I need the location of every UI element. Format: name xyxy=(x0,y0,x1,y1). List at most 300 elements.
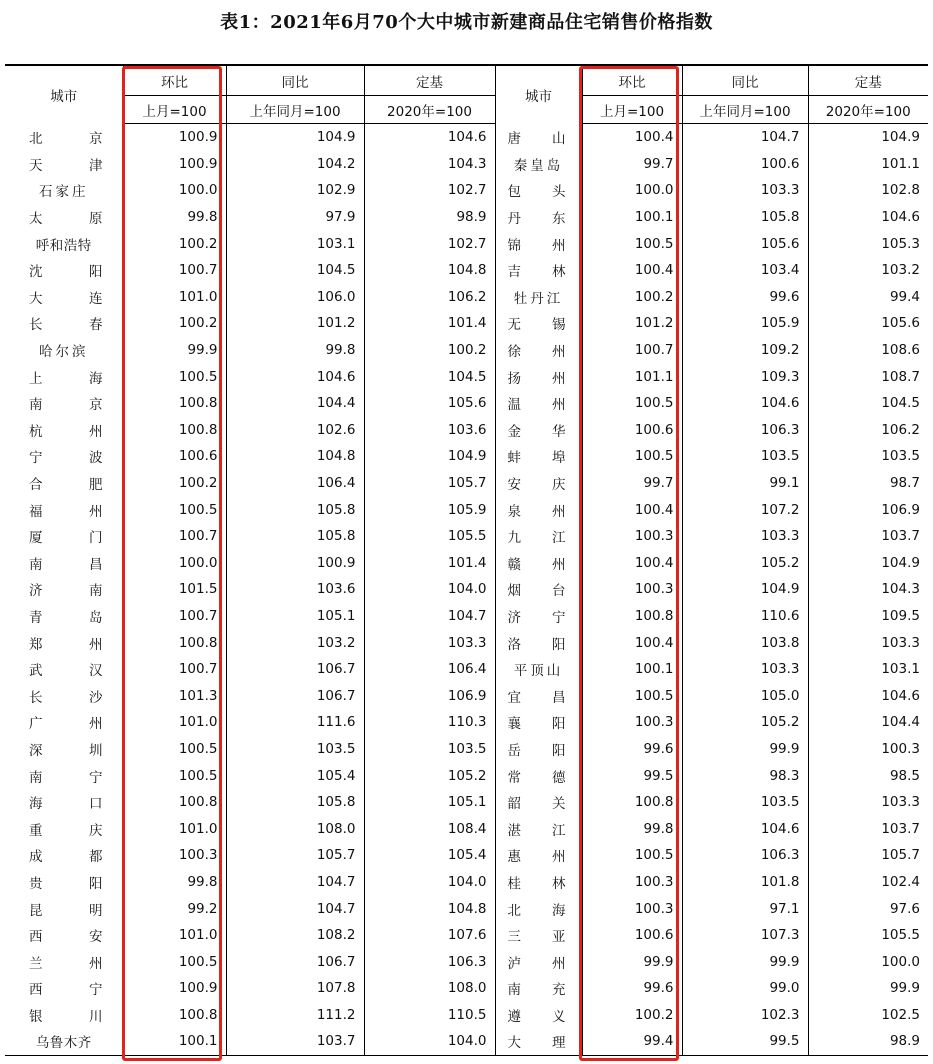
yoy-cell-right: 99.0 xyxy=(682,975,808,1002)
city-name: 平顶山 xyxy=(513,663,564,680)
mom-cell-right: 99.6 xyxy=(582,736,682,763)
header-yoy-left: 同比 xyxy=(226,65,364,96)
city-cell-right xyxy=(495,682,582,709)
base-cell-left: 106.4 xyxy=(364,656,495,683)
mom-cell-right: 100.5 xyxy=(582,443,682,470)
city-cell-right xyxy=(495,709,582,736)
mom-cell-left: 100.9 xyxy=(123,975,226,1002)
city-name: 徐 州 xyxy=(507,344,566,361)
city-cell-left xyxy=(5,230,123,257)
city-cell-left xyxy=(5,496,123,523)
city-name: 遵 义 xyxy=(507,1008,566,1025)
mom-cell-left: 100.5 xyxy=(123,762,226,789)
table-row xyxy=(5,656,928,683)
header-city-left: 城市 xyxy=(5,65,123,124)
city-cell-left xyxy=(5,1002,123,1029)
base-cell-left: 106.2 xyxy=(364,284,495,311)
city-name: 包 头 xyxy=(507,184,566,201)
city-name: 北 京 xyxy=(29,131,103,148)
header-city-right: 城市 xyxy=(495,65,582,124)
base-cell-left: 106.3 xyxy=(364,948,495,975)
base-cell-right: 109.5 xyxy=(808,603,928,630)
city-name: 唐 山 xyxy=(507,131,566,148)
mom-cell-right: 100.5 xyxy=(582,682,682,709)
city-cell-right xyxy=(495,204,582,231)
city-cell-right xyxy=(495,284,582,311)
city-cell-right xyxy=(495,124,582,151)
mom-cell-left: 100.8 xyxy=(123,629,226,656)
base-cell-left: 102.7 xyxy=(364,177,495,204)
yoy-cell-left: 102.6 xyxy=(226,417,364,444)
mom-cell-right: 100.1 xyxy=(582,656,682,683)
base-cell-right: 98.9 xyxy=(808,1028,928,1055)
mom-cell-right: 100.5 xyxy=(582,842,682,869)
table-row xyxy=(5,895,928,922)
mom-cell-right: 100.1 xyxy=(582,204,682,231)
yoy-cell-right: 109.2 xyxy=(682,337,808,364)
yoy-cell-right: 99.6 xyxy=(682,284,808,311)
table-row xyxy=(5,1028,928,1055)
mom-cell-left: 100.1 xyxy=(123,1028,226,1055)
yoy-cell-right: 105.9 xyxy=(682,310,808,337)
mom-cell-left: 100.8 xyxy=(123,390,226,417)
city-cell-right xyxy=(495,576,582,603)
city-cell-left xyxy=(5,948,123,975)
base-cell-left: 106.9 xyxy=(364,682,495,709)
base-cell-left: 107.6 xyxy=(364,922,495,949)
city-name: 蚌 埠 xyxy=(507,450,566,467)
mom-cell-left: 99.8 xyxy=(123,204,226,231)
yoy-cell-right: 106.3 xyxy=(682,417,808,444)
base-cell-right: 105.7 xyxy=(808,842,928,869)
base-cell-left: 104.6 xyxy=(364,124,495,151)
yoy-cell-right: 105.2 xyxy=(682,550,808,577)
city-name: 岳 阳 xyxy=(507,742,566,759)
city-cell-right xyxy=(495,390,582,417)
base-cell-right: 104.9 xyxy=(808,124,928,151)
mom-cell-left: 100.2 xyxy=(123,310,226,337)
yoy-cell-left: 103.2 xyxy=(226,629,364,656)
city-name: 西 安 xyxy=(29,929,103,946)
mom-cell-left: 100.6 xyxy=(123,443,226,470)
yoy-cell-left: 108.0 xyxy=(226,815,364,842)
city-cell-left xyxy=(5,337,123,364)
subheader-base-right: 2020年=100 xyxy=(808,96,928,124)
mom-cell-left: 100.7 xyxy=(123,523,226,550)
mom-cell-left: 100.9 xyxy=(123,151,226,178)
mom-cell-left: 101.0 xyxy=(123,815,226,842)
city-cell-left xyxy=(5,257,123,284)
city-name: 湛 江 xyxy=(507,822,566,839)
base-cell-right: 102.4 xyxy=(808,869,928,896)
city-cell-right xyxy=(495,417,582,444)
city-name: 成 都 xyxy=(29,849,103,866)
yoy-cell-right: 105.6 xyxy=(682,230,808,257)
city-name: 合 肥 xyxy=(29,477,103,494)
mom-cell-left: 100.5 xyxy=(123,363,226,390)
yoy-cell-right: 99.9 xyxy=(682,736,808,763)
city-name: 石家庄 xyxy=(39,184,89,201)
yoy-cell-right: 105.2 xyxy=(682,709,808,736)
mom-cell-left: 100.8 xyxy=(123,789,226,816)
city-name: 哈尔滨 xyxy=(39,344,89,361)
yoy-cell-right: 104.6 xyxy=(682,815,808,842)
yoy-cell-right: 99.9 xyxy=(682,948,808,975)
yoy-cell-left: 104.2 xyxy=(226,151,364,178)
mom-cell-right: 99.6 xyxy=(582,975,682,1002)
city-name: 牡丹江 xyxy=(513,290,564,307)
yoy-cell-right: 104.7 xyxy=(682,124,808,151)
city-cell-left xyxy=(5,204,123,231)
city-name: 济 南 xyxy=(29,583,103,600)
yoy-cell-right: 107.3 xyxy=(682,922,808,949)
table-row xyxy=(5,842,928,869)
yoy-cell-right: 103.5 xyxy=(682,789,808,816)
yoy-cell-left: 105.4 xyxy=(226,762,364,789)
base-cell-left: 104.7 xyxy=(364,603,495,630)
yoy-cell-left: 106.0 xyxy=(226,284,364,311)
city-cell-right xyxy=(495,363,582,390)
city-cell-right xyxy=(495,762,582,789)
yoy-cell-left: 111.2 xyxy=(226,1002,364,1029)
city-cell-left xyxy=(5,390,123,417)
yoy-cell-right: 104.6 xyxy=(682,390,808,417)
yoy-cell-right: 97.1 xyxy=(682,895,808,922)
base-cell-left: 103.6 xyxy=(364,417,495,444)
city-name: 南 昌 xyxy=(29,556,103,573)
city-cell-left xyxy=(5,310,123,337)
city-name: 九 江 xyxy=(507,530,566,547)
city-name: 昆 明 xyxy=(29,902,103,919)
yoy-cell-left: 106.7 xyxy=(226,682,364,709)
subheader-base-left: 2020年=100 xyxy=(364,96,495,124)
yoy-cell-left: 106.7 xyxy=(226,948,364,975)
table-row xyxy=(5,151,928,178)
mom-cell-right: 100.5 xyxy=(582,230,682,257)
city-cell-left xyxy=(5,895,123,922)
yoy-cell-right: 105.0 xyxy=(682,682,808,709)
base-cell-right: 105.3 xyxy=(808,230,928,257)
table-row xyxy=(5,310,928,337)
yoy-cell-left: 104.7 xyxy=(226,895,364,922)
base-cell-right: 102.8 xyxy=(808,177,928,204)
city-name: 福 州 xyxy=(29,503,103,520)
city-cell-left xyxy=(5,443,123,470)
yoy-cell-left: 103.7 xyxy=(226,1028,364,1055)
yoy-cell-right: 105.8 xyxy=(682,204,808,231)
city-name: 泉 州 xyxy=(507,503,566,520)
mom-cell-left: 100.9 xyxy=(123,124,226,151)
mom-cell-right: 100.4 xyxy=(582,629,682,656)
mom-cell-left: 101.0 xyxy=(123,922,226,949)
table-row xyxy=(5,1002,928,1029)
city-name: 重 庆 xyxy=(29,822,103,839)
base-cell-left: 104.9 xyxy=(364,443,495,470)
city-name: 宜 昌 xyxy=(507,689,566,706)
yoy-cell-right: 99.5 xyxy=(682,1028,808,1055)
base-cell-left: 108.4 xyxy=(364,815,495,842)
city-cell-right xyxy=(495,523,582,550)
city-cell-left xyxy=(5,789,123,816)
table-row xyxy=(5,257,928,284)
mom-cell-right: 100.0 xyxy=(582,177,682,204)
base-cell-right: 103.2 xyxy=(808,257,928,284)
base-cell-left: 101.4 xyxy=(364,550,495,577)
city-cell-left xyxy=(5,815,123,842)
city-cell-right xyxy=(495,869,582,896)
yoy-cell-right: 103.5 xyxy=(682,443,808,470)
base-cell-left: 105.5 xyxy=(364,523,495,550)
mom-cell-right: 100.4 xyxy=(582,496,682,523)
table-row xyxy=(5,337,928,364)
table-row xyxy=(5,284,928,311)
mom-cell-left: 100.0 xyxy=(123,177,226,204)
yoy-cell-right: 103.4 xyxy=(682,257,808,284)
yoy-cell-left: 108.2 xyxy=(226,922,364,949)
city-cell-right xyxy=(495,948,582,975)
base-cell-right: 102.5 xyxy=(808,1002,928,1029)
city-name: 济 宁 xyxy=(507,609,566,626)
yoy-cell-left: 104.9 xyxy=(226,124,364,151)
mom-cell-left: 100.5 xyxy=(123,736,226,763)
mom-cell-right: 100.2 xyxy=(582,284,682,311)
mom-cell-right: 101.2 xyxy=(582,310,682,337)
city-cell-right xyxy=(495,230,582,257)
header-yoy-right: 同比 xyxy=(682,65,808,96)
base-cell-left: 101.4 xyxy=(364,310,495,337)
city-name: 厦 门 xyxy=(29,530,103,547)
base-cell-right: 97.6 xyxy=(808,895,928,922)
city-name: 南 京 xyxy=(29,397,103,414)
city-cell-left xyxy=(5,550,123,577)
yoy-cell-left: 104.6 xyxy=(226,363,364,390)
yoy-cell-left: 111.6 xyxy=(226,709,364,736)
base-cell-right: 104.5 xyxy=(808,390,928,417)
base-cell-right: 106.9 xyxy=(808,496,928,523)
city-name: 韶 关 xyxy=(507,796,566,813)
subheader-mom-left: 上月=100 xyxy=(123,96,226,124)
mom-cell-right: 100.8 xyxy=(582,789,682,816)
table-row xyxy=(5,204,928,231)
city-cell-left xyxy=(5,842,123,869)
base-cell-right: 99.4 xyxy=(808,284,928,311)
header-mom-right: 环比 xyxy=(582,65,682,96)
mom-cell-left: 99.8 xyxy=(123,869,226,896)
base-cell-right: 101.1 xyxy=(808,151,928,178)
yoy-cell-right: 101.8 xyxy=(682,869,808,896)
mom-cell-right: 100.3 xyxy=(582,576,682,603)
table-row xyxy=(5,230,928,257)
mom-cell-right: 99.5 xyxy=(582,762,682,789)
mom-cell-left: 101.3 xyxy=(123,682,226,709)
city-cell-left xyxy=(5,523,123,550)
base-cell-left: 105.1 xyxy=(364,789,495,816)
table-row xyxy=(5,922,928,949)
city-cell-left xyxy=(5,709,123,736)
mom-cell-left: 100.7 xyxy=(123,656,226,683)
city-name: 温 州 xyxy=(507,397,566,414)
city-name: 赣 州 xyxy=(507,556,566,573)
mom-cell-right: 100.7 xyxy=(582,337,682,364)
city-name: 惠 州 xyxy=(507,849,566,866)
base-cell-left: 103.5 xyxy=(364,736,495,763)
city-cell-left xyxy=(5,975,123,1002)
mom-cell-right: 100.8 xyxy=(582,603,682,630)
city-name: 泸 州 xyxy=(507,955,566,972)
yoy-cell-right: 98.3 xyxy=(682,762,808,789)
mom-cell-right: 100.3 xyxy=(582,869,682,896)
mom-cell-right: 100.6 xyxy=(582,922,682,949)
base-cell-right: 108.6 xyxy=(808,337,928,364)
mom-cell-left: 99.2 xyxy=(123,895,226,922)
mom-cell-right: 100.3 xyxy=(582,709,682,736)
base-cell-left: 105.4 xyxy=(364,842,495,869)
city-name: 青 岛 xyxy=(29,609,103,626)
city-name: 南 宁 xyxy=(29,769,103,786)
base-cell-left: 108.0 xyxy=(364,975,495,1002)
yoy-cell-right: 103.3 xyxy=(682,523,808,550)
yoy-cell-right: 109.3 xyxy=(682,363,808,390)
base-cell-right: 104.4 xyxy=(808,709,928,736)
city-name: 三 亚 xyxy=(507,929,566,946)
mom-cell-right: 99.7 xyxy=(582,151,682,178)
mom-cell-left: 100.7 xyxy=(123,257,226,284)
city-name: 大 理 xyxy=(507,1035,566,1052)
table-row xyxy=(5,363,928,390)
mom-cell-left: 100.2 xyxy=(123,230,226,257)
subheader-mom-right: 上月=100 xyxy=(582,96,682,124)
table-row xyxy=(5,629,928,656)
base-cell-right: 103.5 xyxy=(808,443,928,470)
city-name: 沈 阳 xyxy=(29,264,103,281)
mom-cell-left: 100.7 xyxy=(123,603,226,630)
city-cell-right xyxy=(495,177,582,204)
city-cell-right xyxy=(495,550,582,577)
base-cell-left: 98.9 xyxy=(364,204,495,231)
yoy-cell-left: 104.8 xyxy=(226,443,364,470)
city-cell-right xyxy=(495,257,582,284)
city-name: 襄 阳 xyxy=(507,716,566,733)
city-cell-left xyxy=(5,576,123,603)
yoy-cell-right: 103.3 xyxy=(682,656,808,683)
yoy-cell-right: 99.1 xyxy=(682,470,808,497)
city-cell-left xyxy=(5,922,123,949)
price-index-table xyxy=(5,64,928,1056)
yoy-cell-left: 106.4 xyxy=(226,470,364,497)
city-cell-right xyxy=(495,1002,582,1029)
mom-cell-right: 100.4 xyxy=(582,550,682,577)
table-row xyxy=(5,736,928,763)
city-cell-right xyxy=(495,975,582,1002)
mom-cell-right: 99.9 xyxy=(582,948,682,975)
base-cell-left: 103.3 xyxy=(364,629,495,656)
city-cell-right xyxy=(495,603,582,630)
city-name: 烟 台 xyxy=(507,583,566,600)
city-cell-right xyxy=(495,470,582,497)
city-cell-right xyxy=(495,922,582,949)
yoy-cell-right: 103.3 xyxy=(682,177,808,204)
mom-cell-left: 99.9 xyxy=(123,337,226,364)
city-cell-right xyxy=(495,789,582,816)
city-cell-right xyxy=(495,496,582,523)
table-row xyxy=(5,948,928,975)
base-cell-left: 104.8 xyxy=(364,257,495,284)
city-cell-right xyxy=(495,842,582,869)
base-cell-left: 104.8 xyxy=(364,895,495,922)
city-name: 西 宁 xyxy=(29,982,103,999)
mom-cell-right: 99.7 xyxy=(582,470,682,497)
yoy-cell-left: 100.9 xyxy=(226,550,364,577)
mom-cell-left: 100.8 xyxy=(123,417,226,444)
mom-cell-right: 100.4 xyxy=(582,124,682,151)
city-name: 金 华 xyxy=(507,423,566,440)
mom-cell-right: 100.3 xyxy=(582,895,682,922)
base-cell-right: 104.6 xyxy=(808,682,928,709)
base-cell-right: 103.3 xyxy=(808,629,928,656)
yoy-cell-left: 103.1 xyxy=(226,230,364,257)
yoy-cell-left: 102.9 xyxy=(226,177,364,204)
table-row xyxy=(5,443,928,470)
yoy-cell-left: 103.6 xyxy=(226,576,364,603)
city-name: 桂 林 xyxy=(507,875,566,892)
table-row xyxy=(5,762,928,789)
table-row xyxy=(5,682,928,709)
city-name: 银 川 xyxy=(29,1008,103,1025)
city-name: 郑 州 xyxy=(29,636,103,653)
city-name: 兰 州 xyxy=(29,955,103,972)
mom-cell-right: 100.3 xyxy=(582,523,682,550)
base-cell-right: 98.7 xyxy=(808,470,928,497)
base-cell-right: 103.1 xyxy=(808,656,928,683)
mom-cell-right: 100.2 xyxy=(582,1002,682,1029)
city-name: 上 海 xyxy=(29,370,103,387)
base-cell-right: 103.3 xyxy=(808,789,928,816)
yoy-cell-left: 105.7 xyxy=(226,842,364,869)
city-name: 海 口 xyxy=(29,796,103,813)
yoy-cell-left: 99.8 xyxy=(226,337,364,364)
base-cell-left: 105.6 xyxy=(364,390,495,417)
table-title: 表1：2021年6月70个大中城市新建商品住宅销售价格指数 xyxy=(220,12,713,33)
city-cell-right xyxy=(495,1028,582,1055)
city-cell-left xyxy=(5,869,123,896)
base-cell-left: 110.3 xyxy=(364,709,495,736)
city-name: 丹 东 xyxy=(507,211,566,228)
yoy-cell-right: 104.9 xyxy=(682,576,808,603)
city-cell-right xyxy=(495,629,582,656)
base-cell-right: 104.6 xyxy=(808,204,928,231)
yoy-cell-left: 103.5 xyxy=(226,736,364,763)
city-cell-left xyxy=(5,1028,123,1055)
base-cell-right: 103.7 xyxy=(808,523,928,550)
base-cell-right: 100.0 xyxy=(808,948,928,975)
table-row xyxy=(5,603,928,630)
city-cell-right xyxy=(495,337,582,364)
mom-cell-left: 100.2 xyxy=(123,470,226,497)
city-name: 常 德 xyxy=(507,769,566,786)
base-cell-left: 104.3 xyxy=(364,151,495,178)
city-cell-left xyxy=(5,363,123,390)
city-name: 太 原 xyxy=(29,211,103,228)
yoy-cell-right: 110.6 xyxy=(682,603,808,630)
city-name: 锦 州 xyxy=(507,237,566,254)
table-row xyxy=(5,975,928,1002)
city-cell-left xyxy=(5,177,123,204)
mom-cell-right: 100.6 xyxy=(582,417,682,444)
yoy-cell-left: 105.8 xyxy=(226,523,364,550)
table-row xyxy=(5,523,928,550)
yoy-cell-left: 104.7 xyxy=(226,869,364,896)
city-cell-right xyxy=(495,151,582,178)
